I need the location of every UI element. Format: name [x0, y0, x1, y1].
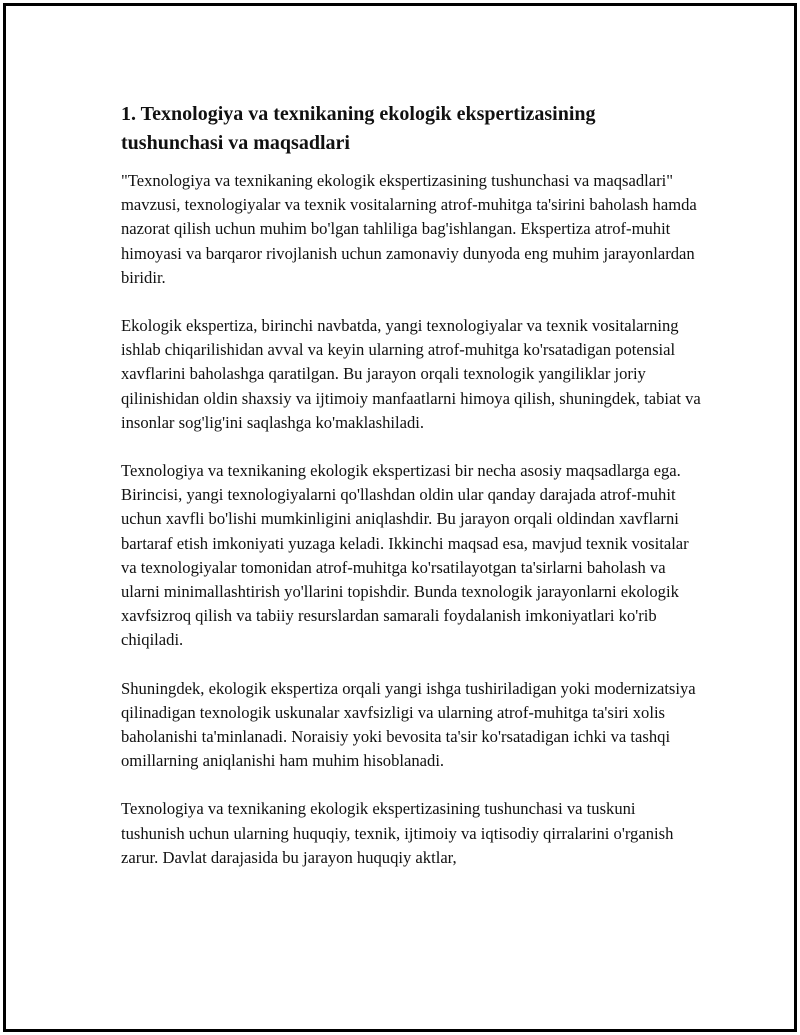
paragraph-1: "Texnologiya va texnikaning ekologik ekspertizasining tushunchasi va maqsadlari" mavzusi, texnologiyalar va texnik vositalarning atrof-muhitga ta'sirini baholash hamda nazorat qilish uchun muhim bo'lgan tahliliga bag'ishlangan. Ekspertiza atrof-muhit himoyasi va barqaror rivojlanish uchun zamonaviy dunyoda eng muhim jarayonlardan biridir.: [121, 171, 697, 287]
page-frame: [3, 3, 797, 1032]
paragraph-5: Texnologiya va texnikaning ekologik ekspertizasining tushunchasi va tuskuni tushunish uchun ularning huquqiy, texnik, ijtimoiy va iqtisodiy qirralarini o'rganish zarur. Davlat darajasida bu jarayon huquqiy aktlar,: [121, 799, 674, 867]
paragraph-2: Ekologik ekspertiza, birinchi navbatda, yangi texnologiyalar va texnik vositalarning ishlab chiqarilishidan avval va keyin ularning atrof-muhitga ko'rsatadigan potensial xavflarini baholashga qaratilgan. Bu jarayon orqali texnologik yangiliklar joriy qilinishidan oldin shaxsiy va ijtimoiy manfaatlarni himoya qilish, shuningdek, tabiat va insonlar sog'lig'ini saqlashga ko'maklashiladi.: [121, 316, 701, 432]
paragraph-4: Shuningdek, ekologik ekspertiza orqali yangi ishga tushiriladigan yoki modernizatsiya qilinadigan texnologik uskunalar xavfsizligi va ularning atrof-muhitga ta'siri xolis baholanishi ta'minlanadi. Noraisiy yoki bevosita ta'sir ko'rsatadigan ichki va tashqi omillarning aniqlanishi ham muhim hisoblanadi.: [121, 678, 696, 771]
paragraph-3: Texnologiya va texnikaning ekologik ekspertizasi bir necha asosiy maqsadlarga ega. Birincisi, yangi texnologiyalarni qo'llashdan oldin ular qanday darajada atrof-muhit uchun xavfli bo'lishi mumkinligini aniqlashdir. Bu jarayon orqali oldindan xavflarni bartaraf etish imkoniyati yuzaga keladi. Ikkinchi maqsad esa, mavjud texnik vositalar va texnologiyalar tomonidan atrof-muhitga ko'rsatilayotgan ta'sirlarni baholash va ularni minimallashtirish yo'llarini topishdir. Bunda texnologik jarayonlarni ekologik xavfsizroq qilish va tabiiy resurslardan samarali foydalanish imkoniyatlari ko'rib chiqiladi.: [121, 461, 689, 650]
section-heading: 1. Texnologiya va texnikaning ekologik ekspertizasining tushunchasi va maqsadlari: [121, 103, 596, 154]
document-body: [121, 100, 701, 894]
